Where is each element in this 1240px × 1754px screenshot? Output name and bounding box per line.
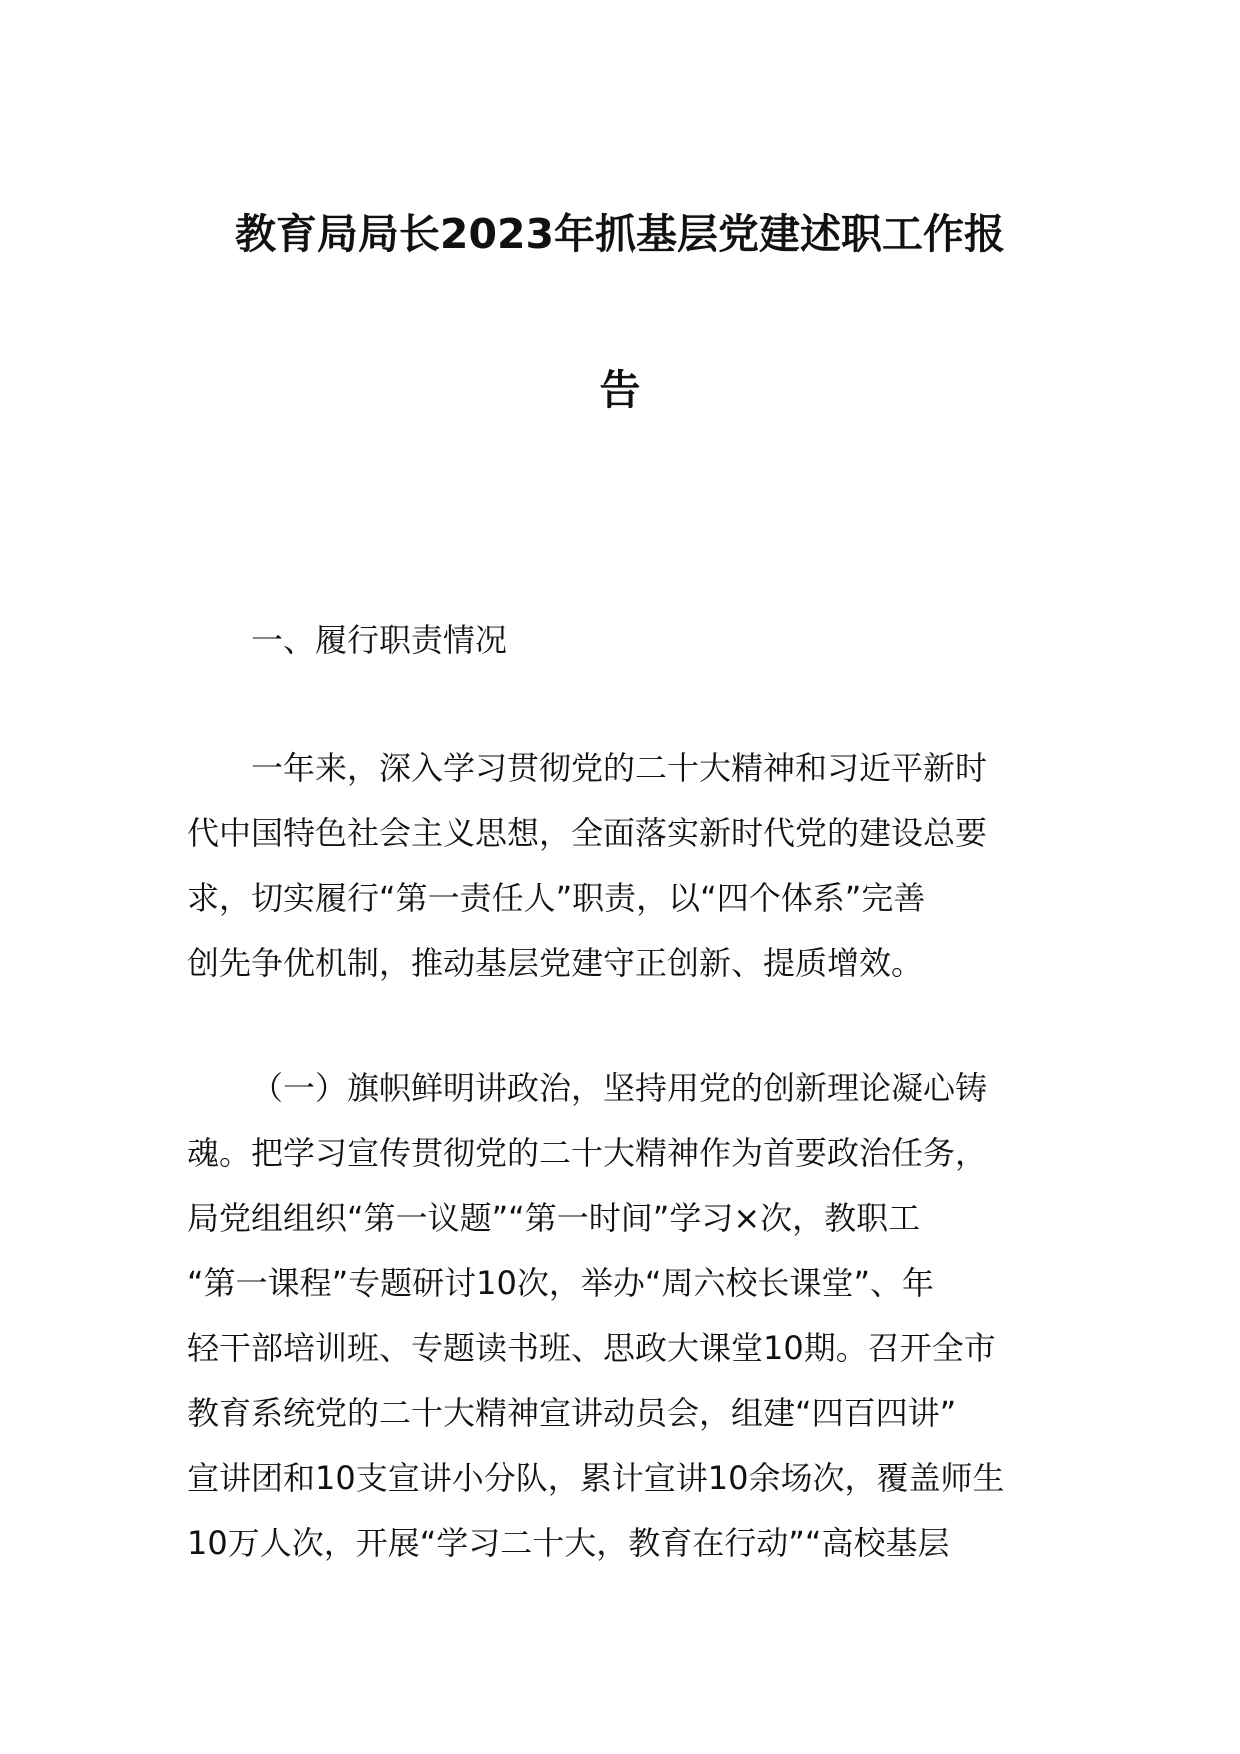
paragraph-line: 轻干部培训班、专题读书班、思政大课堂10期。召开全市 — [187, 1329, 996, 1367]
paragraph-line: 一年来，深入学习贯彻党的二十大精神和习近平新时 — [251, 749, 988, 787]
paragraph-line: 求，切实履行“第一责任人”职责，以“四个体系”完善 — [187, 879, 926, 917]
paragraph-line: 创先争优机制，推动基层党建守正创新、提质增效。 — [187, 944, 924, 982]
paragraph-line: （一）旗帜鲜明讲政治，坚持用党的创新理论凝心铸 — [251, 1069, 988, 1107]
paragraph-line: 代中国特色社会主义思想，全面落实新时代党的建设总要 — [187, 814, 988, 852]
section-heading — [187, 608, 1057, 673]
paragraph-line: 局党组组织“第一议题”“第一时间”学习×次，教职工 — [187, 1199, 921, 1237]
paragraph-line: 魂。把学习宣传贯彻党的二十大精神作为首要政治任务， — [187, 1134, 988, 1172]
paragraph-line: 宣讲团和10支宣讲小分队，累计宣讲10余场次，覆盖师生 — [187, 1459, 1005, 1497]
paragraph-line: “第一课程”专题研讨10次，举办“周六校长课堂”、年 — [187, 1264, 935, 1302]
document-title-line-2: 告 — [599, 366, 641, 414]
paragraph-line: 教育系统党的二十大精神宣讲动员会，组建“四百四讲” — [187, 1394, 957, 1432]
paragraph-line: 10万人次，开展“学习二十大，教育在行动”“高校基层 — [187, 1524, 950, 1562]
document-title-line-1: 教育局局长2023年抓基层党建述职工作报 — [234, 210, 1006, 258]
paragraph-2 — [187, 1056, 1057, 1576]
paragraph-1 — [187, 736, 1057, 996]
section-heading-text: 一、履行职责情况 — [251, 621, 508, 659]
